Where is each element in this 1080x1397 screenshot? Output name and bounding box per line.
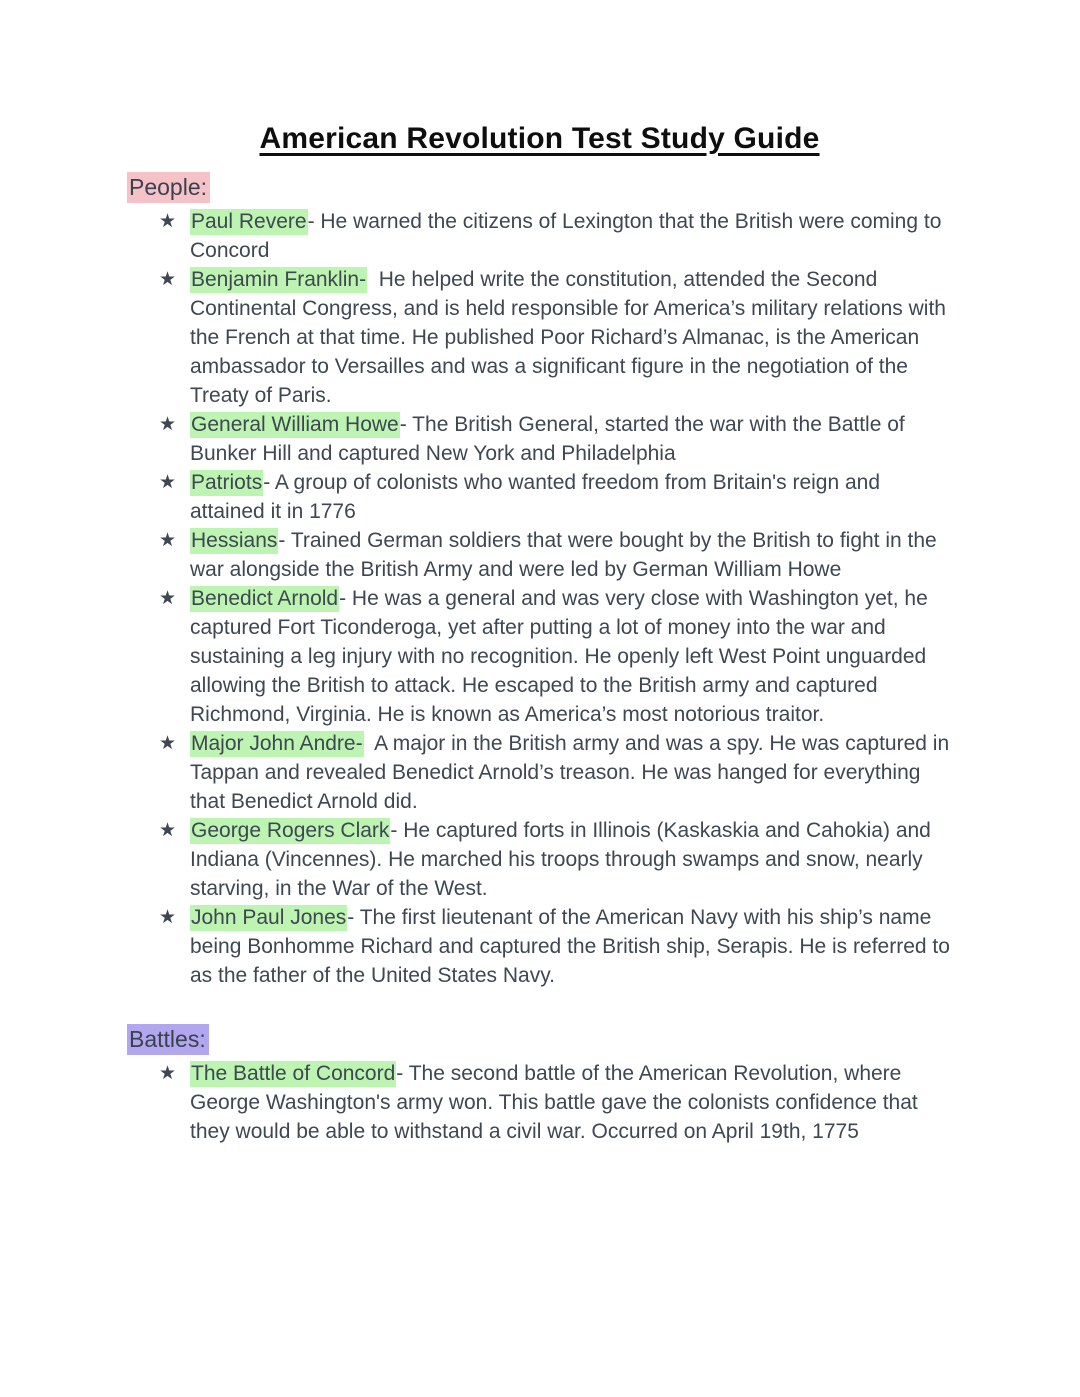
section-heading-battles xyxy=(127,1024,952,1054)
star-bullet-icon: ★ xyxy=(159,472,177,493)
page-title: American Revolution Test Study Guide xyxy=(259,122,820,155)
star-bullet-icon: ★ xyxy=(159,588,177,609)
highlighted-term: General William Howe xyxy=(191,413,399,436)
highlighted-term: Benedict Arnold xyxy=(191,587,339,610)
list-item xyxy=(127,1059,952,1146)
term-description: - He was a general and was very close with Washington yet, he captured Fort Ticonderoga, yet after putting a lot of money into the war and sustaining a leg injury with no recognition. He openly left West Point unguarded allowing the British to attack. He escaped to the British army and captured Richmond, Virginia. He is known as America’s most notorious traitor. xyxy=(190,587,934,726)
star-bullet-icon: ★ xyxy=(159,414,177,435)
highlighted-term: John Paul Jones xyxy=(191,906,347,929)
term-description: - The British General, started the war with the Battle of Bunker Hill and captured New York and Philadelphia xyxy=(190,413,911,465)
list-item xyxy=(127,207,952,265)
term-description: - A group of colonists who wanted freedom from Britain's reign and attained it in 1776 xyxy=(190,471,886,523)
list-item xyxy=(127,468,952,526)
term-description: A major in the British army and was a spy. He was captured in Tappan and revealed Benedict Arnold’s treason. He was hanged for everything that Benedict Arnold did. xyxy=(190,732,955,813)
battles-heading-highlight: Battles: xyxy=(127,1024,209,1055)
people-heading-highlight: People: xyxy=(127,172,210,203)
term-description: - He warned the citizens of Lexington that the British were coming to Concord xyxy=(190,210,948,262)
highlighted-term: Patriots xyxy=(191,471,263,494)
battles-list xyxy=(127,1059,952,1146)
list-item xyxy=(127,265,952,410)
highlighted-term: Paul Revere xyxy=(191,210,307,233)
term-description: - The first lieutenant of the American Navy with his ship’s name being Bonhomme Richard and captured the British ship, Serapis. He is referred to as the father of the United States Navy. xyxy=(190,906,956,987)
list-item xyxy=(127,816,952,903)
term-description: - He captured forts in Illinois (Kaskaskia and Cahokia) and Indiana (Vincennes). He marched his troops through swamps and snow, nearly starving, in the War of the West. xyxy=(190,819,937,900)
star-bullet-icon: ★ xyxy=(159,211,177,232)
star-bullet-icon: ★ xyxy=(159,733,177,754)
highlighted-term: The Battle of Concord xyxy=(191,1062,396,1085)
term-description: - Trained German soldiers that were bought by the British to fight in the war alongside the British Army and were led by German William Howe xyxy=(190,529,943,581)
people-list xyxy=(127,207,956,990)
section-heading-people xyxy=(127,172,952,202)
list-item xyxy=(127,410,952,468)
star-bullet-icon: ★ xyxy=(159,1063,177,1084)
section-people xyxy=(127,172,956,990)
star-bullet-icon: ★ xyxy=(159,820,177,841)
highlighted-term: George Rogers Clark xyxy=(191,819,390,842)
list-item xyxy=(127,903,956,990)
highlighted-term: Benjamin Franklin- xyxy=(191,268,367,291)
term-description: - The second battle of the American Revolution, where George Washington's army won. This battle gave the colonists confidence that they would be able to withstand a civil war. Occurred on April 19th, 1775 xyxy=(190,1062,924,1143)
list-item xyxy=(127,526,952,584)
star-bullet-icon: ★ xyxy=(159,269,177,290)
term-description: He helped write the constitution, attended the Second Continental Congress, and is held responsible for America’s military relations with the French at that time. He published Poor Richard’s Almanac, is the American ambassador to Versailles and was a significant figure in the negotiation of the Treaty of Paris. xyxy=(190,268,952,407)
list-item xyxy=(127,729,955,816)
highlighted-term: Hessians xyxy=(191,529,278,552)
list-item xyxy=(127,584,952,729)
star-bullet-icon: ★ xyxy=(159,530,177,551)
star-bullet-icon: ★ xyxy=(159,907,177,928)
highlighted-term: Major John Andre- xyxy=(191,732,363,755)
section-battles xyxy=(127,1024,952,1146)
